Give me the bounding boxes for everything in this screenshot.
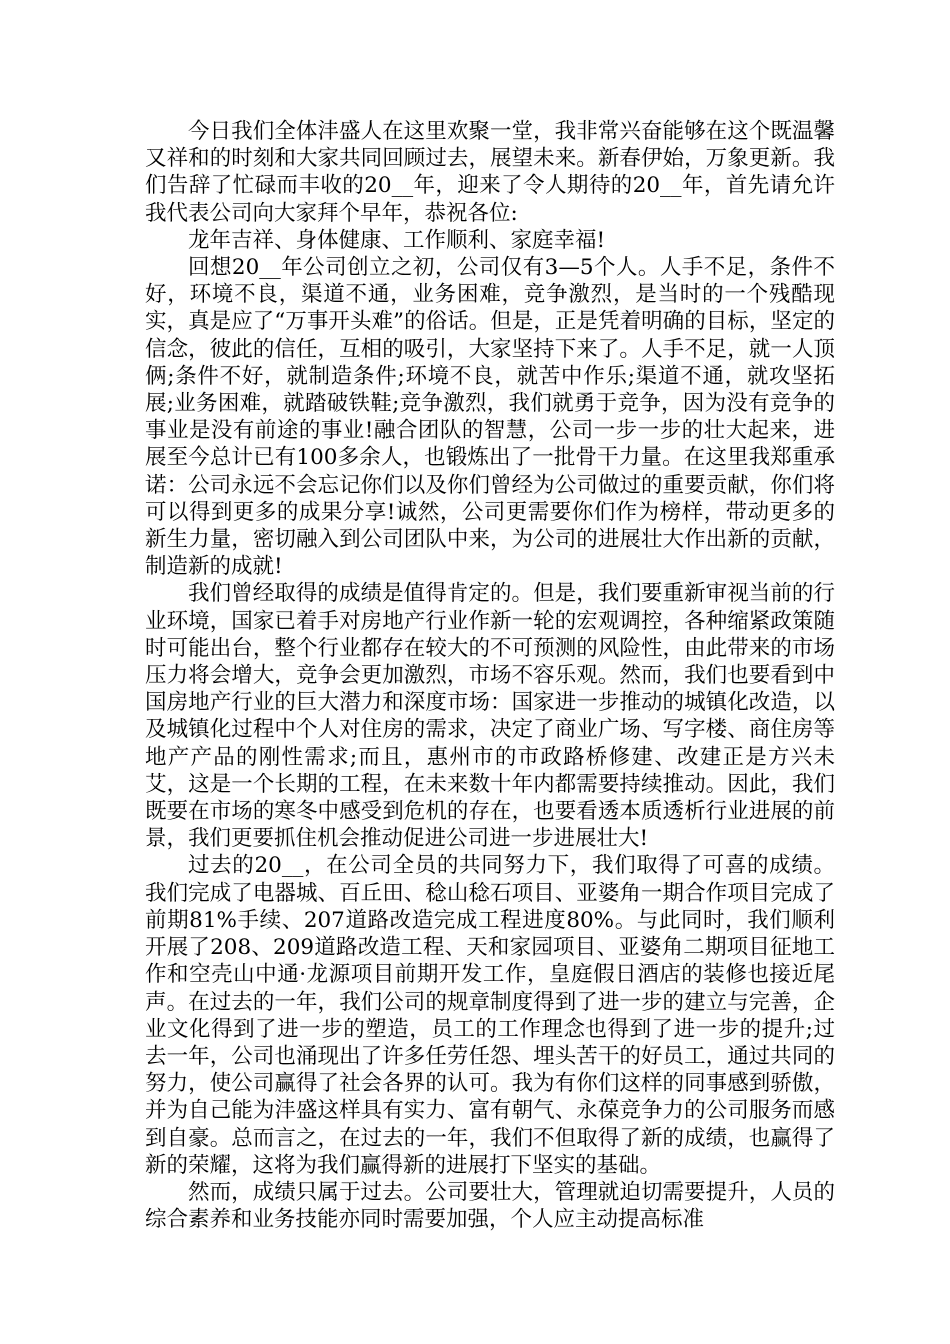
paragraph-management: 然而，成绩只属于过去。公司要壮大，管理就迫切需要提升，人员的综合素养和业务技能亦同时需要加强，个人应主动提高标准 xyxy=(145,1179,835,1233)
paragraph-market: 我们曾经取得的成绩是值得肯定的。但是，我们要重新审视当前的行业环境，国家已着手对房地产行业作新一轮的宏观调控，各种缩紧政策随时可能出台，整个行业都存在较大的不可预测的风险性，由此带来的市场压力将会增大，竞争会更加激烈，市场不容乐观。然而，我们也要看到中国房地产行业的巨大潜力和深度市场：国家进一步推动的城镇化改造，以及城镇化过程中个人对住房的需求，决定了商业广场、写字楼、商住房等地产产品的刚性需求;而且，惠州市的市政路桥修建、改建正是方兴未艾，这是一个长期的工程，在未来数十年内都需要持续推动。因此，我们既要在市场的寒冬中感受到危机的存在，也要看透本质透析行业进展的前景，我们更要抓住机会推动促进公司进一步进展壮大! xyxy=(145,581,835,852)
document-body xyxy=(145,118,835,1233)
paragraph-achievements: 过去的20__，在公司全员的共同努力下，我们取得了可喜的成绩。我们完成了电器城、百丘田、稔山稔石项目、亚婆角一期合作项目完成了前期81%手续、207道路改造完成工程进度80%。与此同时，我们顺利开展了208、209道路改造工程、天和家园项目、亚婆角二期项目征地工作和空壳山中通·龙源项目前期开发工作，皇庭假日酒店的装修也接近尾声。在过去的一年，我们公司的规章制度得到了进一步的建立与完善，企业文化得到了进一步的塑造，员工的工作理念也得到了进一步的提升;过去一年，公司也涌现出了许多任劳任怨、埋头苦干的好员工，通过共同的努力，使公司赢得了社会各界的认可。我为有你们这样的同事感到骄傲，并为自己能为沣盛这样具有实力、富有朝气、永葆竞争力的公司服务而感到自豪。总而言之，在过去的一年，我们不但取得了新的成绩，也赢得了新的荣耀，这将为我们赢得新的进展打下坚实的基础。 xyxy=(145,853,835,1178)
paragraph-founding: 回想20__年公司创立之初，公司仅有3—5个人。人手不足，条件不好，环境不良，渠道不通，业务困难，竞争激烈，是当时的一个残酷现实，真是应了“万事开头难”的俗话。但是，正是凭着明确的目标，坚定的信念，彼此的信任，互相的吸引，大家坚持下来了。人手不足，就一人顶俩;条件不好，就制造条件;环境不良，就苦中作乐;渠道不通，就攻坚拓展;业务困难，就踏破铁鞋;竞争激烈，我们就勇于竞争，因为没有竞争的事业是没有前途的事业!融合团队的智慧，公司一步一步的壮大起来，进展至今总计已有100多余人，也锻炼出了一批骨干力量。在这里我郑重承诺：公司永远不会忘记你们以及你们曾经为公司做过的重要贡献，你们将可以得到更多的成果分享!诚然，公司更需要你们作为榜样，带动更多的新生力量，密切融入到公司团队中来，为公司的进展壮大作出新的贡献，制造新的成就! xyxy=(145,255,835,580)
paragraph-opening: 今日我们全体沣盛人在这里欢聚一堂，我非常兴奋能够在这个既温馨又祥和的时刻和大家共同回顾过去，展望未来。新春伊始，万象更新。我们告辞了忙碌而丰收的20__年，迎来了令人期待的20__年，首先请允许我代表公司向大家拜个早年，恭祝各位: xyxy=(145,119,835,226)
paragraph-wishes: 龙年吉祥、身体健康、工作顺利、家庭幸福! xyxy=(188,227,606,253)
